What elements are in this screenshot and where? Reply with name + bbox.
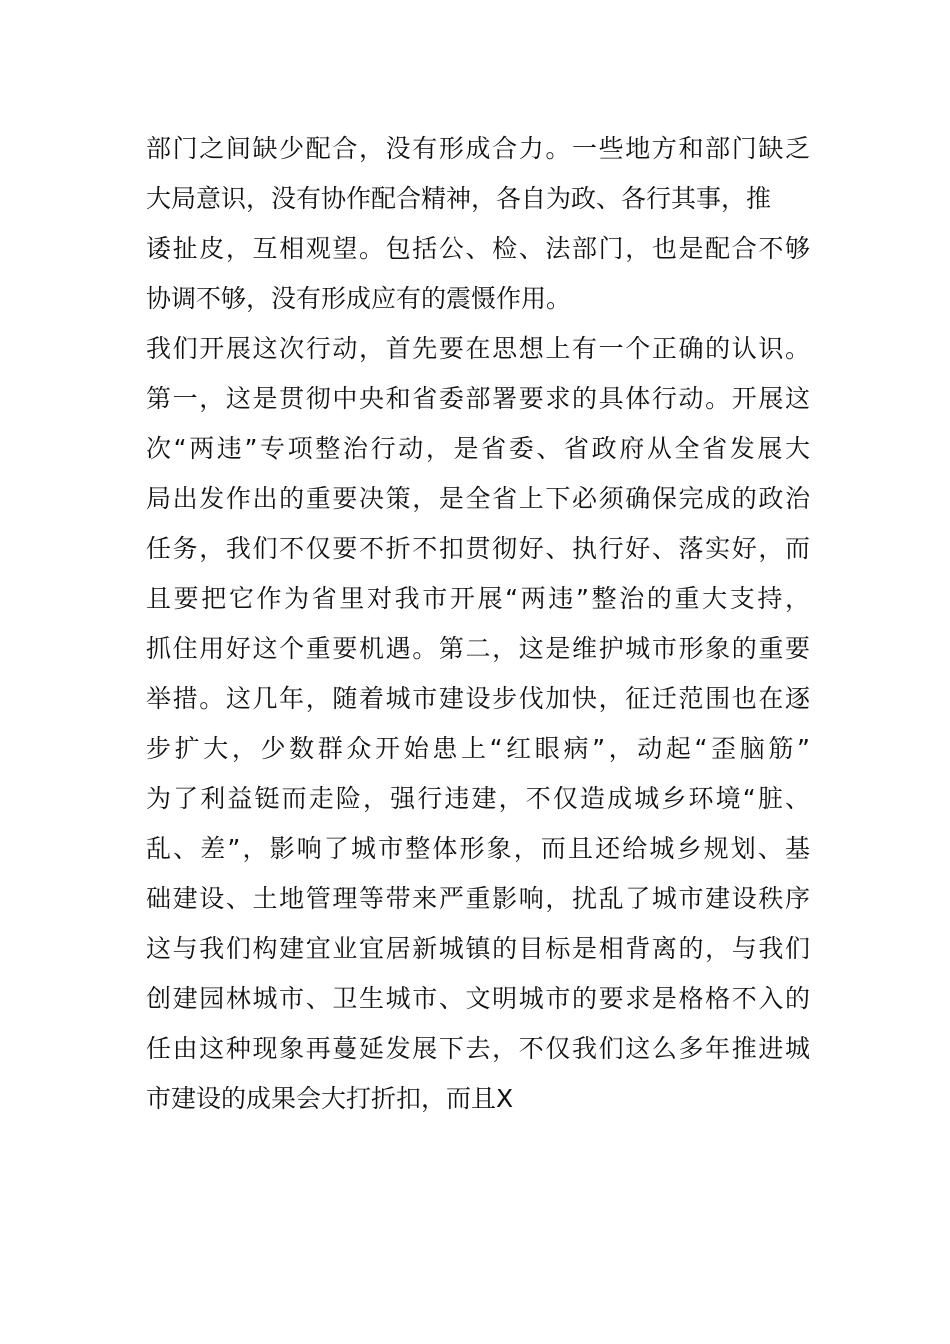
text-line: 举措。这几年，随着城市建设步伐加快，征迁范围也在逐: [146, 684, 810, 713]
text-line: 部门之间缺少配合，没有形成合力。一些地方和部门缺乏: [146, 134, 810, 163]
text-line: 步扩大，少数群众开始患上“红眼病”，动起“歪脑筋”: [146, 734, 810, 763]
text-line: 局出发作出的重要决策，是全省上下必须确保完成的政治: [146, 484, 810, 513]
text-line: 抓住用好这个重要机遇。第二，这是维护城市形象的重要: [146, 634, 810, 663]
text-line: 次“两违”专项整治行动，是省委、省政府从全省发展大: [146, 434, 810, 463]
body-text: [146, 124, 810, 1124]
text-line: 诿扯皮，互相观望。包括公、检、法部门，也是配合不够: [146, 234, 810, 263]
text-line: 为了利益铤而走险，强行违建，不仅造成城乡环境“脏、: [146, 784, 810, 813]
text-line: 第一，这是贯彻中央和省委部署要求的具体行动。开展这: [146, 384, 810, 413]
text-line: 础建设、土地管理等带来严重影响，扰乱了城市建设秩序: [146, 884, 810, 913]
text-line: 乱、差”，影响了城市整体形象，而且还给城乡规划、基: [146, 834, 810, 863]
text-line: 创建园林城市、卫生城市、文明城市的要求是格格不入的: [146, 984, 810, 1013]
text-line: 协调不够，没有形成应有的震慑作用。: [146, 284, 572, 313]
text-line: 大局意识，没有协作配合精神，各自为政、各行其事，推: [146, 184, 772, 213]
text-line: 且要把它作为省里对我市开展“两违”整治的重大支持，: [146, 584, 810, 613]
text-line: 我们开展这次行动，首先要在思想上有一个正确的认识。: [146, 334, 810, 363]
text-line: 这与我们构建宜业宜居新城镇的目标是相背离的，与我们: [146, 934, 810, 963]
text-line: 市建设的成果会大打折扣，而且X: [146, 1084, 514, 1113]
text-line: 任务，我们不仅要不折不扣贯彻好、执行好、落实好，而: [146, 534, 810, 563]
text-line: 任由这种现象再蔓延发展下去，不仅我们这么多年推进城: [146, 1034, 810, 1063]
